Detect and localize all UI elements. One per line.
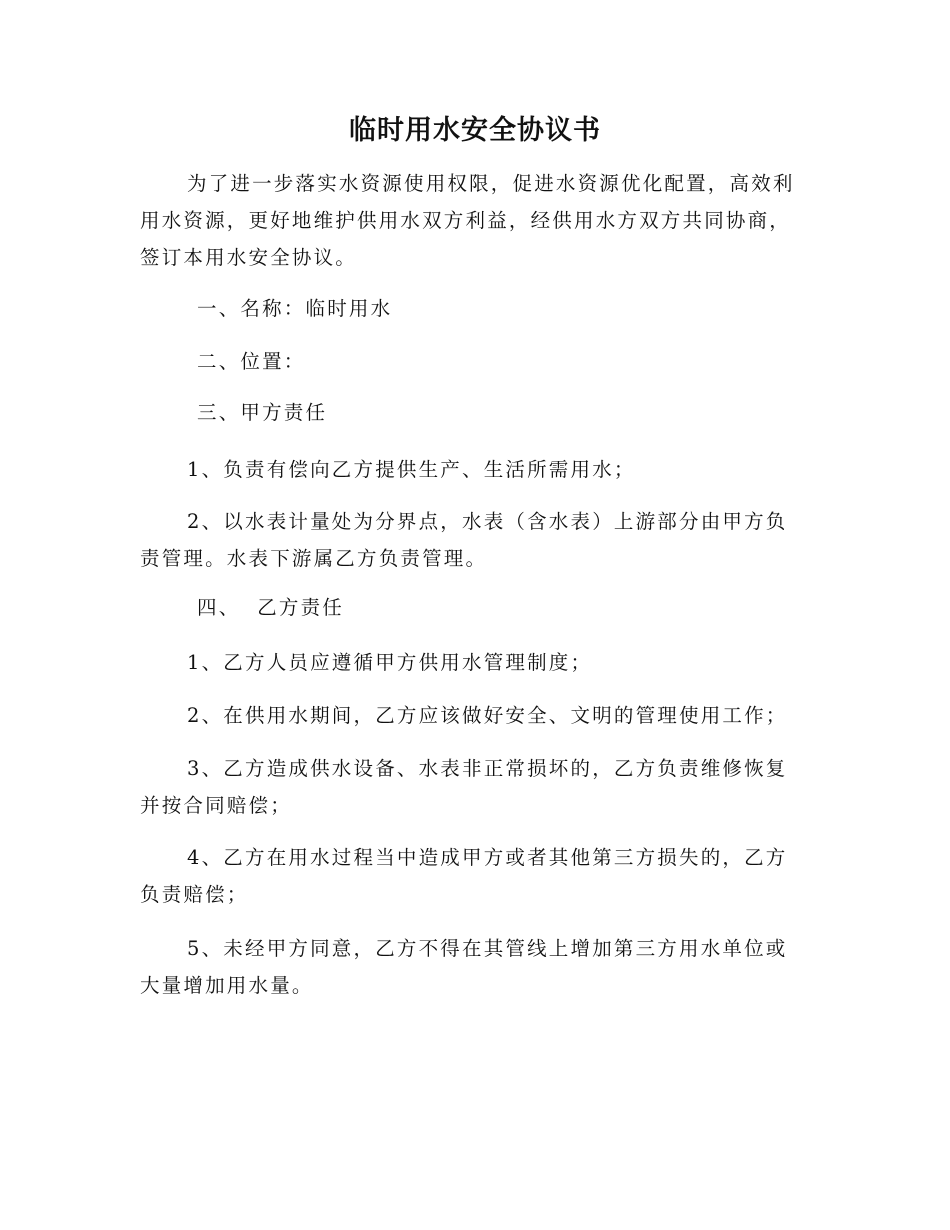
section-party-a-heading: 三、甲方责任 — [197, 401, 328, 424]
party-b-item-5: 5、未经甲方同意，乙方不得在其管线上增加第三方用水单位或大量增加用水量。 — [140, 937, 788, 997]
section-party-b-heading: 四、 乙方责任 — [197, 596, 344, 619]
party-b-item-2: 2、在供用水期间，乙方应该做好安全、文明的管理使用工作； — [187, 704, 788, 727]
party-a-item-2: 2、以水表计量处为分界点，水表（含水表）上游部分由甲方负责管理。水表下游属乙方负责管理。 — [140, 510, 788, 570]
intro-paragraph: 为了进一步落实水资源使用权限，促进水资源优化配置，高效利用水资源，更好地维护供用水双方利益，经供用水方双方共同协商，签订本用水安全协议。 — [140, 172, 795, 269]
party-b-item-3: 3、乙方造成供水设备、水表非正常损坏的，乙方负责维修恢复并按合同赔偿； — [140, 757, 788, 817]
document-title: 临时用水安全协议书 — [349, 115, 601, 146]
section-location: 二、位置： — [197, 350, 306, 373]
party-b-item-4: 4、乙方在用水过程当中造成甲方或者其他第三方损失的，乙方负责赔偿； — [140, 846, 788, 906]
section-name: 一、名称：临时用水 — [197, 297, 393, 320]
party-a-item-1: 1、负责有偿向乙方提供生产、生活所需用水； — [187, 458, 636, 481]
party-b-item-1: 1、乙方人员应遵循甲方供用水管理制度； — [187, 651, 593, 674]
